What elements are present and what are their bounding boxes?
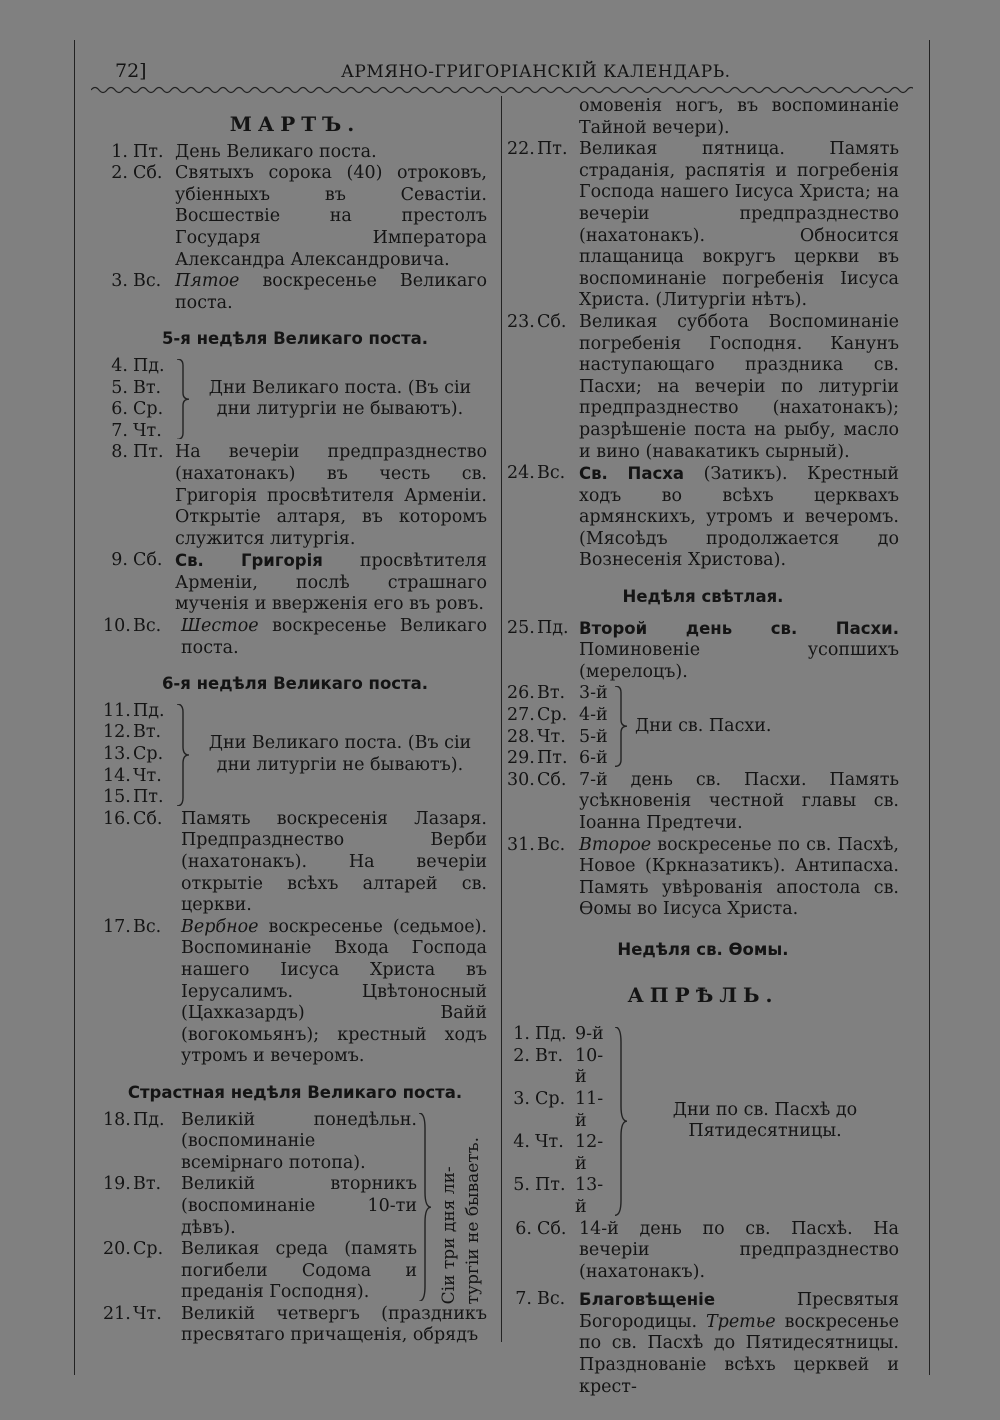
calendar-entry	[103, 1174, 417, 1239]
entry-text	[175, 550, 487, 616]
entry-text-rest: воскресенье Великаго поста.	[175, 271, 487, 313]
entry-ordinal: 5-й	[579, 726, 608, 747]
calendar-entry	[507, 312, 899, 463]
entry-italic-text: Второе	[579, 834, 652, 855]
entry-text: День Великаго поста.	[175, 141, 377, 162]
entry-text	[175, 271, 487, 314]
entry-number: 2.	[111, 163, 128, 184]
entry-number: 23.	[507, 311, 535, 332]
entry-ordinal: 13-й	[575, 1175, 604, 1217]
section-heading: Недѣля св. Ѳомы.	[617, 939, 789, 959]
entry-weekday: Пт.	[537, 139, 568, 160]
entry-weekday: Чт.	[133, 1303, 162, 1324]
entry-text-rest: (Затикъ). Крестный ходъ во всѣхъ церквахъ армянскихъ, утромъ и вечеромъ. (Мясоѣдъ продолжается до Вознесенія Христова).	[579, 464, 899, 571]
entry-number: 11.	[103, 700, 131, 721]
entry-bold-text: Второй день св. Пасхи.	[579, 618, 899, 638]
entry-text: Великая пятница. Память страданія, распятія и погребенія Господа нашего Іисуса Христа; на вечеріи предпразднество (нахатонакъ). Обносится плащаница вокругъ церкви въ воспоминаніе погребенія Іисуса Христа. (Литургіи нѣтъ).	[579, 139, 899, 311]
entry-ordinal: 9-й	[575, 1024, 604, 1045]
entry-number: 19.	[103, 1174, 131, 1195]
calendar-entry	[507, 463, 899, 572]
entry-text: 14-й день по св. Пасхѣ. На вечеріи предпразднество (нахатонакъ).	[579, 1218, 899, 1282]
entry-number: 1.	[513, 1024, 530, 1045]
entry-text-rest: воскресенье по св. Пасхѣ до Пятидесятницы. Празднованіе всѣхъ церквей и крест-	[579, 1311, 899, 1397]
entry-number: 2.	[513, 1045, 530, 1066]
group-row	[507, 1046, 613, 1089]
entry-weekday: Вс.	[133, 271, 162, 292]
entry-number: 22.	[507, 139, 535, 160]
group-row	[103, 701, 175, 723]
calendar-entry	[507, 1219, 899, 1284]
entry-number: 1.	[111, 141, 128, 162]
entry-weekday: Вс.	[537, 1289, 566, 1310]
entry-weekday: Ср.	[133, 744, 164, 765]
entry-weekday: Чт.	[535, 1132, 564, 1153]
entry-text: Святыхъ сорока (40) отроковъ, убіенныхъ въ Севастіи. Восшествіе на престолъ Государя Императора Александра Александровича.	[175, 163, 487, 270]
entry-weekday: Пт.	[535, 1175, 566, 1196]
entry-text	[181, 616, 487, 659]
calendar-entry	[103, 1110, 417, 1175]
entry-bold-text: Св. Григорія	[175, 551, 323, 571]
group-row	[103, 378, 175, 400]
calendar-entry-continuation	[507, 96, 899, 139]
entry-text-rest: Поминовеніе усопшихъ (мерелоцъ).	[579, 640, 899, 682]
entry-text	[579, 1289, 899, 1398]
entry-number: 3.	[111, 271, 128, 292]
group-row	[103, 787, 175, 809]
entry-number: 21.	[103, 1303, 131, 1324]
entry-text: 7-й день св. Пасхи. Память усѣкновенія честной главы св. Іоанна Предтечи.	[579, 769, 899, 833]
right-brace-icon	[417, 1110, 435, 1304]
entry-bold-text: Св. Пасха	[579, 464, 685, 484]
entry-weekday: Ср.	[133, 399, 164, 420]
entry-number: 6.	[111, 399, 128, 420]
entry-text-rest: Пресвятыя Богородицы.	[579, 1290, 899, 1332]
entry-italic-text: Третье	[705, 1311, 776, 1332]
entry-ordinal: 11-й	[575, 1088, 604, 1131]
month-title-march: МАРТЪ.	[229, 112, 361, 136]
entry-italic-text: Вербное	[181, 916, 259, 937]
entry-number: 31.	[507, 834, 535, 855]
entry-weekday: Пд.	[133, 1109, 165, 1130]
entry-number: 13.	[103, 744, 131, 765]
entry-weekday: Пт.	[133, 442, 164, 463]
entry-number: 3.	[513, 1088, 530, 1109]
entry-text: Великая суббота Воспоминаніе погребенія Господня. Канунъ наступающаго праздника св. Пасхи; на вечеріи по литургіи предпразднество (нахатонакъ); разрѣшеніе поста на рыбу, масло и вино (навакатикъ сырный).	[579, 311, 899, 462]
entry-weekday: Чт.	[537, 726, 566, 747]
entry-text-rest: воскресенье Великаго поста.	[181, 616, 487, 658]
entry-number: 4.	[111, 355, 128, 376]
entry-number: 6.	[515, 1218, 532, 1239]
entry-weekday: Сб.	[537, 311, 567, 332]
entry-text	[181, 917, 487, 1068]
entry-text: Великій вторникъ (воспоминаніе 10-ти дѣвъ).	[181, 1174, 417, 1238]
page-sheet	[74, 40, 930, 1397]
right-brace-icon	[175, 701, 193, 809]
entry-weekday: Вт.	[537, 683, 566, 704]
group-row	[103, 766, 175, 788]
entry-number: 12.	[103, 722, 131, 743]
calendar-entry	[103, 163, 487, 271]
group-row	[103, 421, 175, 443]
entry-weekday: Пд.	[535, 1024, 567, 1045]
day-group	[507, 683, 899, 769]
entry-weekday: Пт.	[133, 787, 164, 808]
entry-weekday: Сб.	[537, 769, 567, 790]
entry-number: 16.	[103, 808, 131, 829]
group-row	[103, 356, 175, 378]
entry-number: 5.	[513, 1175, 530, 1196]
calendar-entry	[103, 1239, 417, 1304]
entry-number: 28.	[507, 726, 535, 747]
entry-text	[579, 463, 899, 572]
calendar-entry	[507, 835, 899, 921]
entry-weekday: Пд.	[133, 700, 165, 721]
day-group	[103, 701, 487, 809]
entry-weekday: Пт.	[133, 141, 164, 162]
group-text: Дни по св. Пасхѣ до Пятидесятницы.	[672, 1099, 858, 1142]
day-group	[507, 1024, 899, 1218]
entry-weekday: Вс.	[537, 834, 566, 855]
running-title: АРМЯНО-ГРИГОРІАНСКІЙ КАЛЕНДАРЬ.	[341, 62, 731, 82]
entry-number: 24.	[507, 463, 535, 484]
entry-italic-text: Шестое	[181, 616, 259, 637]
page-number: 72]	[115, 60, 147, 82]
right-column	[507, 96, 899, 1398]
wavy-rule	[91, 84, 913, 96]
entry-weekday: Сб.	[133, 808, 163, 829]
entry-number: 20.	[103, 1239, 131, 1260]
left-column	[103, 96, 487, 1347]
entry-text: Великій понедѣльн. (воспоминаніе всемірнаго потопа).	[181, 1109, 417, 1173]
calendar-entry	[103, 442, 487, 550]
entry-weekday: Пд.	[537, 617, 569, 638]
entry-text: омовенія ногъ, въ воспоминаніе Тайной вечери).	[579, 96, 899, 138]
entry-weekday: Вт.	[133, 1174, 162, 1195]
group-row	[507, 1024, 613, 1046]
calendar-entry	[507, 618, 899, 684]
entry-number: 30.	[507, 769, 535, 790]
entry-text-rest: воскресенье по св. Пасхѣ, Новое (Кркназатикъ). Антипасха. Память увѣрованія апостола св. Ѳомы во Іисуса Христа.	[579, 834, 899, 920]
entry-weekday: Вт.	[133, 722, 162, 743]
entry-weekday: Чт.	[133, 420, 162, 441]
calendar-entry	[103, 550, 487, 616]
entry-italic-text: Пятое	[175, 271, 240, 292]
entry-text	[579, 835, 899, 921]
group-row	[507, 683, 613, 705]
entry-number: 17.	[103, 916, 131, 937]
group-text: Дни св. Пасхи.	[635, 715, 772, 736]
group-row	[103, 722, 175, 744]
day-group	[103, 356, 487, 442]
entry-weekday: Чт.	[133, 765, 162, 786]
section-heading: Страстная недѣля Великаго поста.	[127, 1082, 463, 1102]
group-text: Дни Великаго поста. (Въ сіи дни литургіи не бываютъ).	[208, 733, 472, 775]
entry-number: 29.	[507, 748, 535, 769]
entry-ordinal: 4-й	[579, 705, 608, 726]
entry-number: 7.	[515, 1289, 532, 1310]
entry-weekday: Вт.	[535, 1045, 564, 1066]
group-row	[507, 1175, 613, 1218]
passion-week-block	[103, 1110, 487, 1304]
passion-note-line: Сіи три дня ли-	[439, 1165, 459, 1304]
entry-weekday: Ср.	[537, 705, 568, 726]
entry-number: 7.	[111, 420, 128, 441]
group-row	[507, 1132, 613, 1175]
calendar-entry	[507, 139, 899, 312]
entry-weekday: Вт.	[133, 377, 162, 398]
entry-weekday: Сб.	[133, 550, 163, 571]
entry-bold-text: Благовѣщеніе	[579, 1290, 716, 1310]
entry-text-rest: воскресенье (седьмое). Воспоминаніе Входа Господа нашего Іисуса Христа въ Іерусалимъ. Цвѣтоносный (Цахказардъ) Вайй (вогокомьянъ); крестный ходъ утромъ и вечеромъ.	[181, 916, 487, 1067]
entry-weekday: Вс.	[133, 916, 162, 937]
entry-number: 27.	[507, 705, 535, 726]
right-brace-icon	[613, 1024, 631, 1218]
group-row	[103, 744, 175, 766]
passion-note	[435, 1110, 487, 1304]
entry-number: 4.	[513, 1132, 530, 1153]
group-row	[507, 705, 613, 727]
entry-ordinal: 6-й	[579, 748, 608, 769]
section-heading: 5-я недѣля Великаго поста.	[161, 329, 429, 349]
entry-weekday: Пт.	[537, 748, 568, 769]
entry-number: 14.	[103, 765, 131, 786]
entry-number: 5.	[111, 377, 128, 398]
calendar-entry	[103, 917, 487, 1068]
section-heading: Недѣля свѣтлая.	[622, 587, 784, 607]
entry-weekday: Пд.	[133, 355, 165, 376]
group-text: Дни Великаго поста. (Въ сіи дни литургіи не бываютъ).	[208, 377, 472, 420]
entry-weekday: Вс.	[133, 616, 162, 637]
section-heading: 6-я недѣля Великаго поста.	[161, 674, 429, 694]
calendar-entry	[507, 770, 899, 835]
entry-number: 10.	[103, 616, 131, 637]
group-row	[507, 727, 613, 749]
entry-text-rest: просвѣтителя Арменіи, послѣ страшнаго мученія и вверженія его въ ровъ.	[175, 551, 487, 615]
entry-weekday: Сб.	[133, 163, 163, 184]
right-brace-icon	[613, 683, 631, 769]
month-title-april: АПРѢЛЬ.	[627, 982, 779, 1007]
calendar-entry	[103, 616, 487, 659]
entry-weekday: Ср.	[535, 1088, 566, 1109]
entry-ordinal: 3-й	[579, 683, 608, 704]
entry-weekday: Сб.	[537, 1218, 567, 1239]
page-header	[115, 60, 885, 86]
right-brace-icon	[175, 356, 193, 442]
group-row	[507, 748, 613, 770]
entry-number: 18.	[103, 1109, 131, 1130]
column-divider	[501, 96, 502, 1342]
entry-text: Великій четвергъ (праздникъ пресвятаго причащенія, обрядъ	[181, 1303, 487, 1346]
entry-text	[579, 618, 899, 684]
entry-ordinal: 10-й	[575, 1045, 604, 1088]
entry-weekday: Ср.	[133, 1239, 164, 1260]
entry-weekday: Вс.	[537, 463, 566, 484]
calendar-entry	[103, 142, 487, 164]
entry-number: 26.	[507, 683, 535, 704]
entry-text: Память воскресенія Лазаря. Предпразднество Верби (нахатонакъ). На вечеріи открытіе всѣхъ алтарей св. церкви.	[181, 808, 487, 916]
calendar-entry	[103, 1304, 487, 1347]
calendar-entry	[103, 809, 487, 917]
entry-number: 9.	[111, 550, 128, 571]
passion-note-line: тургіи не бываетъ.	[463, 1136, 483, 1304]
entry-ordinal: 12-й	[575, 1132, 604, 1174]
group-row	[507, 1089, 613, 1132]
calendar-entry	[103, 271, 487, 314]
entry-text: Великая среда (память погибели Содома и преданія Господня).	[181, 1239, 417, 1303]
entry-number: 8.	[111, 442, 128, 463]
entry-number: 15.	[103, 787, 131, 808]
group-row	[103, 399, 175, 421]
entry-number: 25.	[507, 617, 535, 638]
calendar-entry	[507, 1289, 899, 1398]
entry-text: На вечеріи предпразднество (нахатонакъ) въ честь св. Григорія просвѣтителя Арменіи. Открытіе алтаря, въ которомъ служится литургія.	[175, 442, 487, 549]
